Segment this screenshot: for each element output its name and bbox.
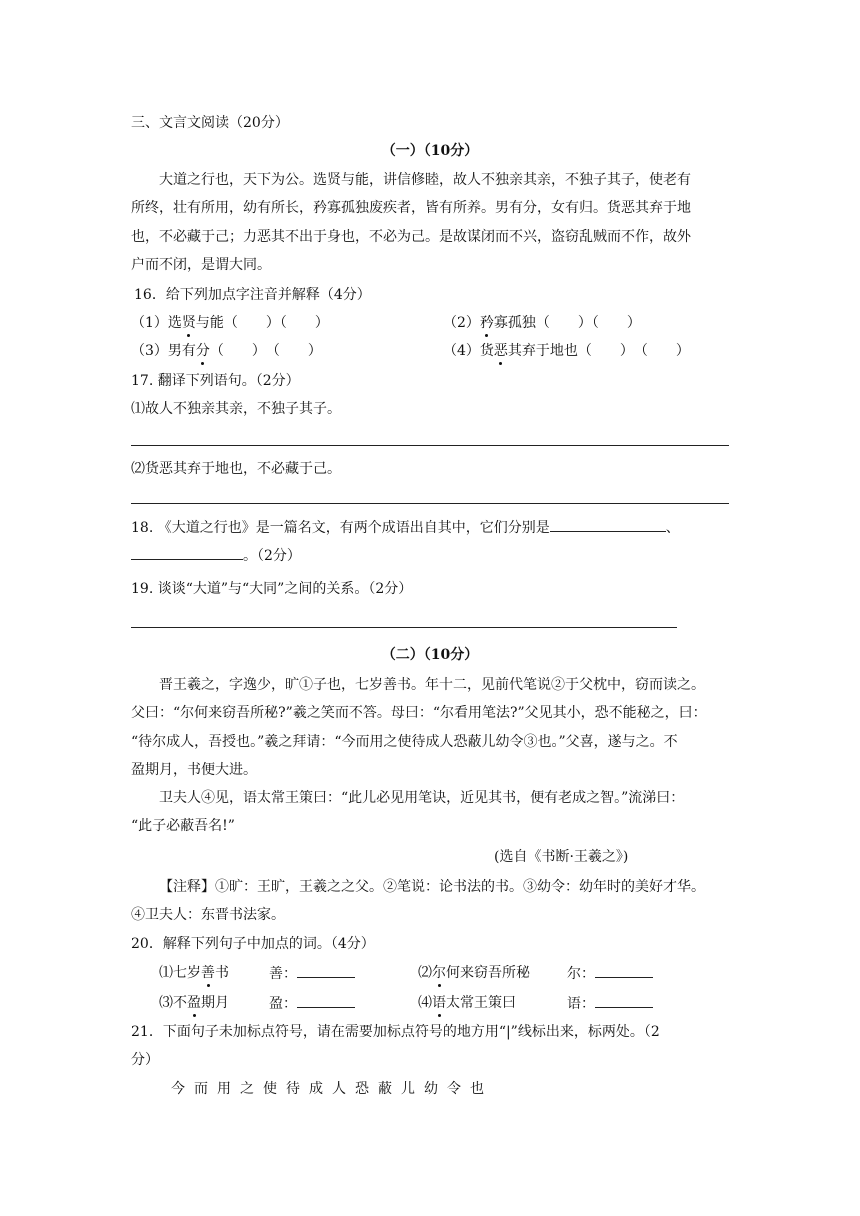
q20-stem: 20．解释下列句子中加点的词。（4分） xyxy=(131,936,375,952)
q20-blank-1[interactable] xyxy=(297,963,355,978)
dotted-char: 矜 xyxy=(479,315,494,331)
dotted-char: 善 xyxy=(201,965,215,981)
q18-line-2: 。（2分） xyxy=(131,545,301,566)
q17-stem: 17. 翻译下列语句。（2分） xyxy=(131,373,300,389)
q21-stem-line-2: 分） xyxy=(131,1052,159,1068)
q20-blank-2[interactable] xyxy=(595,963,653,978)
part1-heading: （一）（10分） xyxy=(381,143,479,159)
dotted-char: 尔 xyxy=(432,965,446,981)
q20-item-2-answer: 尔： xyxy=(567,963,653,984)
q19-answer-line[interactable] xyxy=(131,627,677,628)
notes-line-2: ④卫夫人：东晋书法家。 xyxy=(131,907,285,923)
q17-answer-line-1[interactable] xyxy=(131,445,729,446)
q20-item-1: ⑴七岁善书 xyxy=(159,965,229,981)
part2-passage-line-3: “待尔成人，吾授也。”羲之拜请：“今而用之使待成人恐蔽儿幼令③也。”父喜，遂与之。不 xyxy=(131,734,678,750)
part2-passage2-line-2: “此子必蔽吾名!” xyxy=(131,818,235,834)
part2-passage-line-4: 盈期月，书便大进。 xyxy=(131,762,257,778)
q21-stem-line-1: 21．下面句子未加标点符号，请在需要加标点符号的地方用“|”线标出来，标两处。（2 xyxy=(131,1024,660,1040)
q16-item-2: （2）矜寡孤独（ ）（ ） xyxy=(443,315,641,331)
q20-item-4: ⑷语太常王策曰 xyxy=(418,995,516,1011)
part2-passage2-line-1: 卫夫人④见，语太常王策曰：“此儿必见用笔诀，近见其书，便有老成之智。”流涕曰： xyxy=(159,790,685,806)
dotted-char: 贤 xyxy=(181,315,196,331)
dotted-char: 语 xyxy=(432,995,446,1011)
q21-sentence[interactable]: 今而用之使待成人恐蔽儿幼令也 xyxy=(171,1081,493,1097)
q17-sentence-1: ⑴故人不独亲其亲，不独子其子。 xyxy=(131,401,341,417)
q20-blank-3[interactable] xyxy=(297,993,355,1008)
notes-line-1: 【注释】①旷：王旷，王羲之之父。②笔说：论书法的书。③幼令：幼年时的美好才华。 xyxy=(159,879,705,895)
q20-item-3: ⑶不盈期月 xyxy=(159,995,229,1011)
part1-passage-line-1: 大道之行也，天下为公。选贤与能，讲信修睦，故人不独亲其亲，不独子其子，使老有 xyxy=(159,172,691,188)
part1-passage-line-2: 所终，壮有所用，幼有所长，矜寡孤独废疾者，皆有所养。男有分，女有归。货恶其弃于地 xyxy=(131,200,691,216)
part1-passage-line-4: 户而不闭，是谓大同。 xyxy=(131,257,271,273)
q17-answer-line-2[interactable] xyxy=(131,503,729,504)
dotted-char: 恶 xyxy=(493,343,508,359)
q16-item-4: （4）货恶其弃于地也（ ） （ ） xyxy=(443,343,690,359)
source-citation: (选自《书断·王羲之》) xyxy=(494,849,629,865)
part2-passage-line-1: 晋王羲之，字逸少，旷①子也，七岁善书。年十二，见前代笔说②于父枕中，窃而读之。 xyxy=(159,677,705,693)
part2-heading: （二）（10分） xyxy=(381,647,479,663)
q18-blank-2[interactable] xyxy=(131,545,243,560)
q20-item-4-answer: 语： xyxy=(567,993,653,1014)
q18-blank-1[interactable] xyxy=(550,517,666,532)
section-title: 三、文言文阅读（20分） xyxy=(131,115,289,131)
q18-line-1: 18. 《大道之行也》是一篇名文，有两个成语出自其中，它们分别是 、 xyxy=(131,517,680,538)
dotted-char: 分 xyxy=(195,343,210,359)
q16-item-1: （1）选贤与能（ ）（ ） xyxy=(131,315,329,331)
part2-passage-line-2: 父曰：“尔何来窃吾所秘?”羲之笑而不答。母曰：“尔看用笔法?”父见其小，恐不能秘之，曰： xyxy=(131,705,707,721)
q20-blank-4[interactable] xyxy=(595,993,653,1008)
q20-item-1-answer: 善： xyxy=(269,963,355,984)
part1-passage-line-3: 也，不必藏于己；力恶其不出于身也，不必为己。是故谋闭而不兴，盗窃乱贼而不作，故外 xyxy=(131,229,691,245)
q20-item-2: ⑵尔何来窃吾所秘 xyxy=(418,965,530,981)
q16-stem: 16．给下列加点字注音并解释（4分） xyxy=(134,287,371,303)
q19-stem: 19. 谈谈“大道”与“大同”之间的关系。（2分） xyxy=(131,581,413,597)
q17-sentence-2: ⑵货恶其弃于地也，不必藏于己。 xyxy=(131,461,341,477)
q20-item-3-answer: 盈： xyxy=(269,993,355,1014)
q16-item-3: （3）男有分（ ） （ ） xyxy=(131,343,322,359)
dotted-char: 盈 xyxy=(187,995,201,1011)
